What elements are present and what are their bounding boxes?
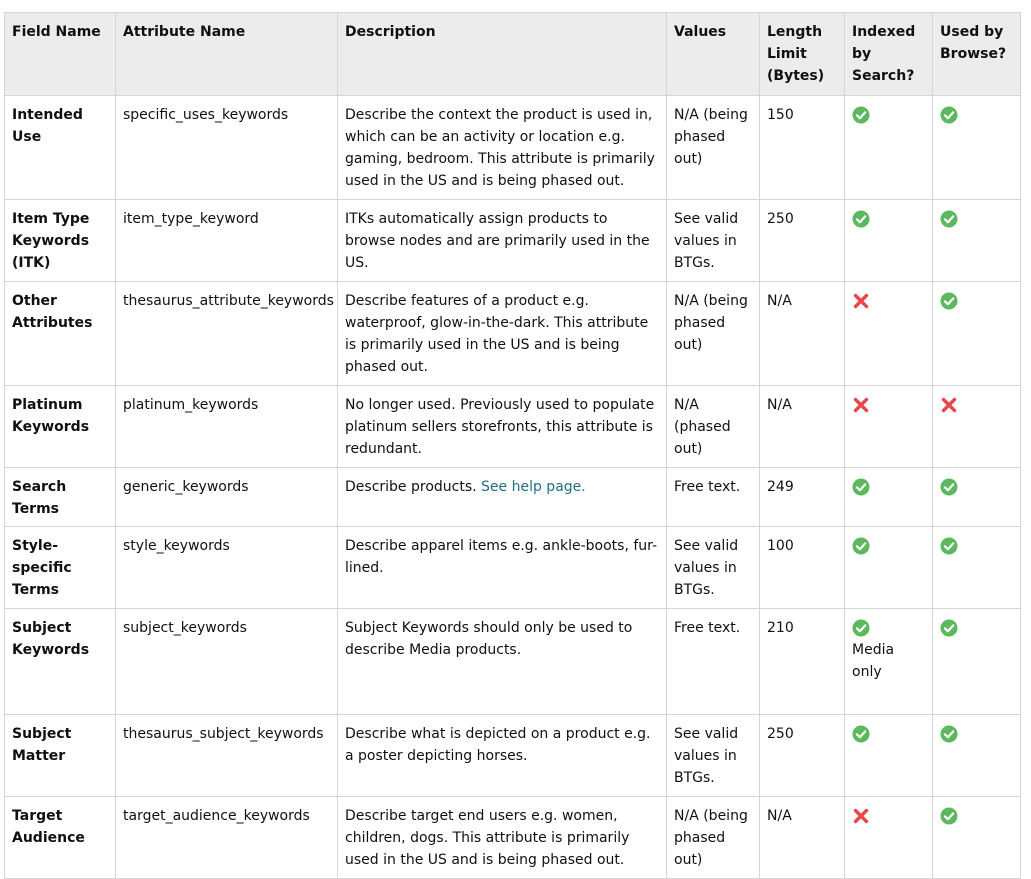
attribute-name-cell: thesaurus_attribute_keywords [116,282,338,386]
check-icon [940,537,958,555]
indexed-by-search-cell [845,96,933,200]
table-header-row [5,13,1021,96]
description-cell: Subject Keywords should only be used to describe Media products. [338,609,667,715]
header-values: Values [667,13,760,96]
used-by-browse-cell [933,96,1021,200]
values-cell: Free text. [667,609,760,715]
length-limit-cell: 150 [760,96,845,200]
check-icon [940,478,958,496]
cross-icon [852,292,870,310]
indexed-by-search-cell [845,282,933,386]
check-icon [940,619,958,637]
values-cell: See valid values in BTGs. [667,715,760,797]
indexed-by-search-cell [845,609,933,715]
field-name-cell: Other Attributes [5,282,116,386]
description-cell: Describe apparel items e.g. ankle-boots, fur-lined. [338,527,667,609]
attribute-name-cell: subject_keywords [116,609,338,715]
cross-icon [940,396,958,414]
attribute-name-cell: thesaurus_subject_keywords [116,715,338,797]
header-field-name: Field Name [5,13,116,96]
description-cell [338,468,667,527]
description-cell: Describe target end users e.g. women, children, dogs. This attribute is primarily used in the US and is being phased out. [338,797,667,879]
length-limit-cell: 250 [760,715,845,797]
description-cell: Describe what is depicted on a product e.g. a poster depicting horses. [338,715,667,797]
used-by-browse-cell [933,282,1021,386]
check-icon [940,106,958,124]
field-name-cell: Item Type Keywords (ITK) [5,200,116,282]
keywords-attributes-table [4,12,1021,879]
indexed-by-search-cell [845,527,933,609]
field-name-cell: Intended Use [5,96,116,200]
check-icon [852,537,870,555]
values-cell: N/A (phased out) [667,386,760,468]
check-icon [852,106,870,124]
check-icon [940,807,958,825]
check-icon [940,725,958,743]
header-indexed-by-search: Indexed by Search? [845,13,933,96]
length-limit-cell: N/A [760,282,845,386]
field-name-cell: Subject Keywords [5,609,116,715]
description-cell: No longer used. Previously used to populate platinum sellers storefronts, this attribute is redundant. [338,386,667,468]
length-limit-cell: 249 [760,468,845,527]
description-text: Describe products. [345,479,477,495]
used-by-browse-cell [933,609,1021,715]
values-cell: N/A (being phased out) [667,282,760,386]
used-by-browse-cell [933,200,1021,282]
check-icon [852,725,870,743]
see-help-page-link[interactable]: See help page. [481,479,586,495]
table-row [5,468,1021,527]
indexed-by-search-cell [845,797,933,879]
attribute-name-cell: specific_uses_keywords [116,96,338,200]
check-icon [852,210,870,228]
table-row [5,282,1021,386]
keywords-attributes-table-wrapper [4,12,1021,879]
table-row [5,200,1021,282]
length-limit-cell: 100 [760,527,845,609]
used-by-browse-cell [933,386,1021,468]
description-cell: ITKs automatically assign products to browse nodes and are primarily used in the US. [338,200,667,282]
table-row [5,527,1021,609]
attribute-name-cell: style_keywords [116,527,338,609]
table-row [5,386,1021,468]
description-cell: Describe features of a product e.g. waterproof, glow-in-the-dark. This attribute is primarily used in the US and is being phased out. [338,282,667,386]
attribute-name-cell: platinum_keywords [116,386,338,468]
attribute-name-cell: item_type_keyword [116,200,338,282]
indexed-by-search-cell [845,468,933,527]
header-attribute-name: Attribute Name [116,13,338,96]
cross-icon [852,807,870,825]
values-cell: See valid values in BTGs. [667,527,760,609]
values-cell: N/A (being phased out) [667,797,760,879]
length-limit-cell: 250 [760,200,845,282]
media-only-note: Media only [852,642,895,680]
check-icon [852,478,870,496]
used-by-browse-cell [933,797,1021,879]
field-name-cell: Subject Matter [5,715,116,797]
used-by-browse-cell [933,527,1021,609]
field-name-cell: Style-specific Terms [5,527,116,609]
length-limit-cell: N/A [760,386,845,468]
check-icon [852,619,870,637]
table-row [5,797,1021,879]
header-used-by-browse: Used by Browse? [933,13,1021,96]
table-row [5,715,1021,797]
attribute-name-cell: target_audience_keywords [116,797,338,879]
indexed-by-search-cell [845,386,933,468]
field-name-cell: Platinum Keywords [5,386,116,468]
indexed-by-search-cell [845,200,933,282]
table-row [5,96,1021,200]
values-cell: N/A (being phased out) [667,96,760,200]
cross-icon [852,396,870,414]
indexed-by-search-cell [845,715,933,797]
length-limit-cell: N/A [760,797,845,879]
field-name-cell: Search Terms [5,468,116,527]
check-icon [940,210,958,228]
values-cell: Free text. [667,468,760,527]
description-cell: Describe the context the product is used in, which can be an activity or location e.g. gaming, bedroom. This attribute is primarily used in the US and is being phased out. [338,96,667,200]
length-limit-cell: 210 [760,609,845,715]
header-length-limit: Length Limit (Bytes) [760,13,845,96]
check-icon [940,292,958,310]
field-name-cell: Target Audience [5,797,116,879]
used-by-browse-cell [933,468,1021,527]
values-cell: See valid values in BTGs. [667,200,760,282]
attribute-name-cell: generic_keywords [116,468,338,527]
used-by-browse-cell [933,715,1021,797]
header-description: Description [338,13,667,96]
table-row [5,609,1021,715]
